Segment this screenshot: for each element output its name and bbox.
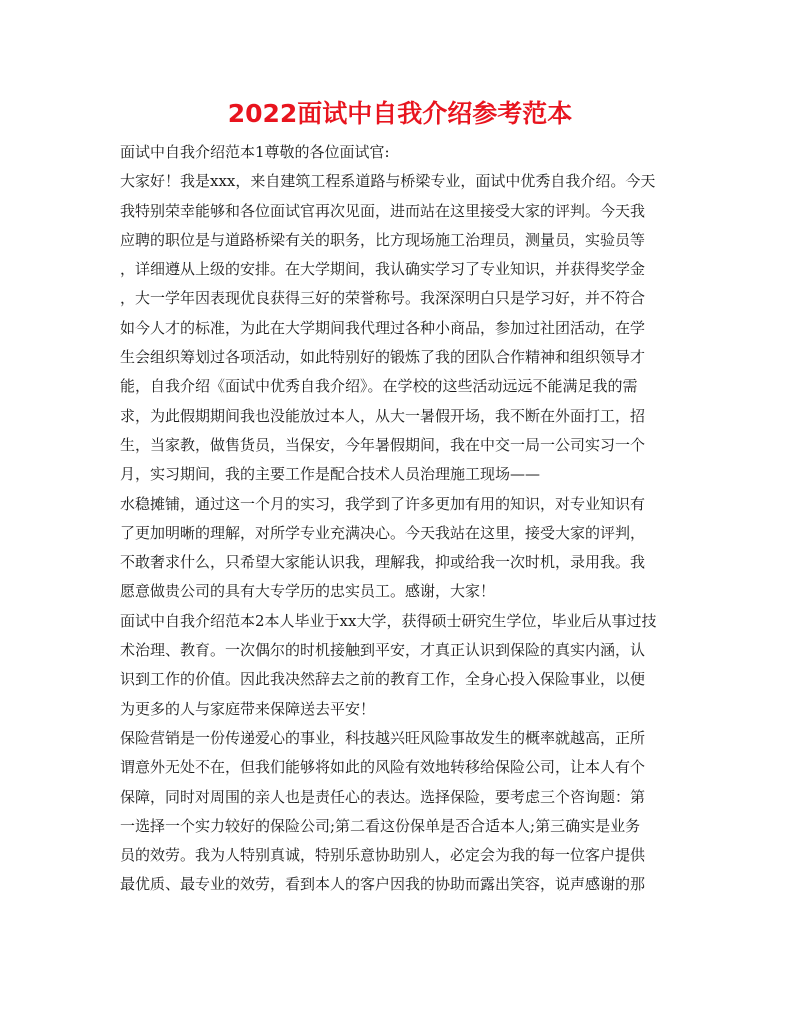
body-line: 生会组织筹划过各项活动，如此特别好的锻炼了我的团队合作精神和组织领导才: [120, 348, 646, 367]
body-line: ，大一学年因表现优良获得三好的荣誉称号。我深深明白只是学习好，并不符合: [120, 289, 646, 308]
body-line: 愿意做贵公司的具有大专学历的忠实员工。感谢，大家！: [120, 582, 496, 601]
body-line: 识到工作的价值。因此我决然辞去之前的教育工作，全身心投入保险事业，以便: [120, 670, 646, 689]
body-line: 保障，同时对周围的亲人也是责任心的表达。选择保险，要考虑三个咨询题：第: [120, 787, 646, 806]
body-line: 求，为此假期期间我也没能放过本人，从大一暑假开场，我不断在外面打工，招: [120, 406, 646, 425]
body-line: 如今人才的标准，为此在大学期间我代理过各种小商品，参加过社团活动，在学: [120, 318, 646, 337]
body-line: ，详细遵从上级的安排。在大学期间，我认确实学习了专业知识，并获得奖学金: [120, 260, 646, 279]
body-line: 月，实习期间，我的主要工作是配合技术人员治理施工现场——: [120, 465, 541, 484]
body-line: 面试中自我介绍范本1尊敬的各位面试官:: [120, 143, 390, 161]
body-line: 不敢奢求什么，只希望大家能认识我，理解我，抑或给我一次时机，录用我。我: [120, 553, 646, 572]
body-line: 最优质、最专业的效劳，看到本人的客户因我的协助而露出笑容，说声感谢的那: [120, 875, 646, 894]
body-line: 我特别荣幸能够和各位面试官再次见面，进而站在这里接受大家的评判。今天我: [120, 201, 646, 220]
body-line: 术治理、教育。一次偶尔的时机接触到平安，才真正认识到保险的真实内涵，认: [120, 641, 646, 660]
body-line: 水稳摊铺，通过这一个月的实习，我学到了许多更加有用的知识，对专业知识有: [120, 494, 646, 513]
body-line: 能，自我介绍《面试中优秀自我介绍》。在学校的这些活动远远不能满足我的需: [120, 377, 638, 396]
body-line: 保险营销是一份传递爱心的事业，科技越兴旺风险事故发生的概率就越高，正所: [120, 728, 646, 747]
document-title: 2022面试中自我介绍参考范本: [227, 99, 573, 128]
body-line: 面试中自我介绍范本2本人毕业于xx大学，获得硕士研究生学位，毕业后从事过技: [120, 611, 657, 630]
body-line: 大家好！我是xxx，来自建筑工程系道路与桥梁专业，面试中优秀自我介绍。今天: [120, 172, 656, 191]
body-line: 生，当家教，做售货员，当保安，今年暑假期间，我在中交一局一公司实习一个: [120, 435, 646, 454]
body-line: 谓意外无处不在，但我们能够将如此的风险有效地转移给保险公司，让本人有个: [120, 758, 646, 777]
body-line: 员的效劳。我为人特别真诚，特别乐意协助别人，必定会为我的每一位客户提供: [120, 846, 646, 865]
document-body: [120, 138, 680, 900]
body-line: 为更多的人与家庭带来保障送去平安！: [120, 699, 376, 718]
body-line: 应聘的职位是与道路桥梁有关的职务，比方现场施工治理员，测量员，实验员等: [120, 230, 646, 249]
body-line: 了更加明晰的理解，对所学专业充满决心。今天我站在这里，接受大家的评判，: [120, 523, 646, 542]
body-line: 一选择一个实力较好的保险公司;第二看这份保单是否合适本人;第三确实是业务: [120, 816, 641, 835]
